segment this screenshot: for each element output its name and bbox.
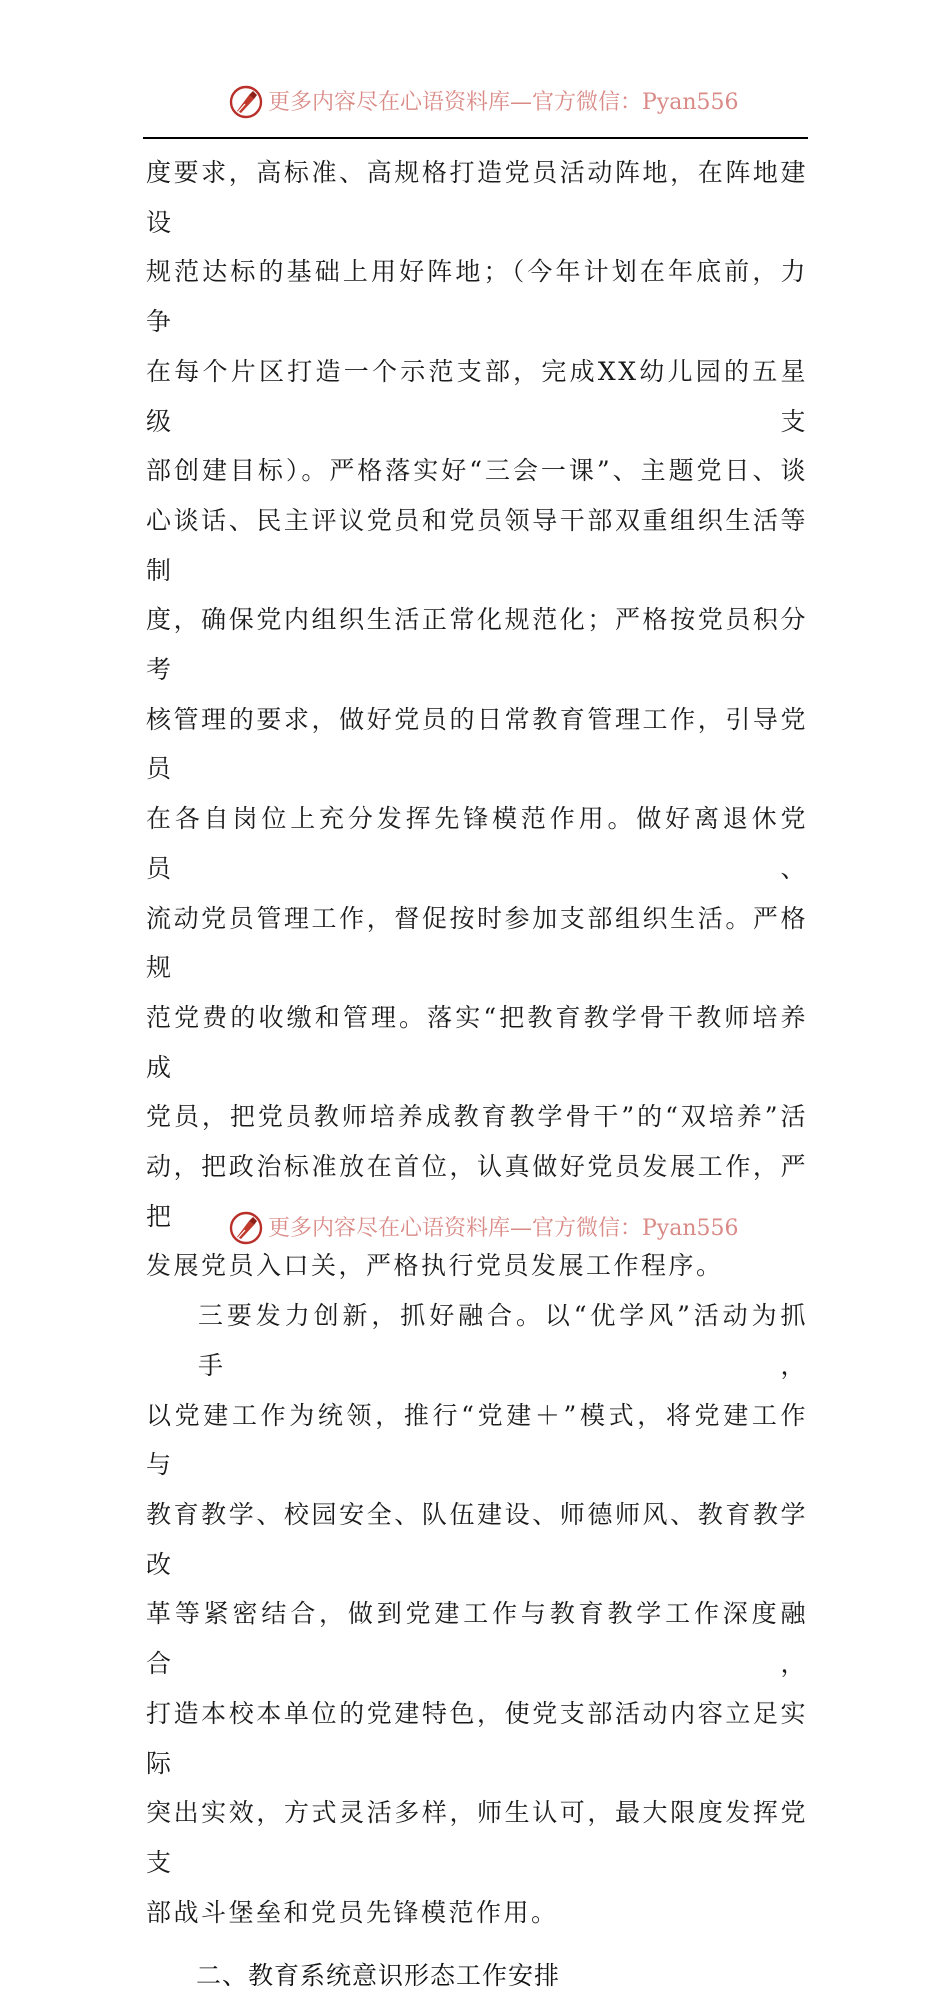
text-line: 打造本校本单位的党建特色，使党支部活动内容立足实际 [146, 1698, 808, 1778]
pen-nib-icon [228, 84, 264, 120]
watermark-text: 更多内容尽在心语资料库—官方微信：Pyan556 [268, 1216, 739, 1241]
watermark-banner-top [0, 84, 950, 124]
text-line: 流动党员管理工作，督促按时参加支部组织生活。严格规 [146, 903, 808, 983]
pen-nib-icon [228, 1210, 264, 1246]
text-line: 革等紧密结合，做到党建工作与教育教学工作深度融合， [146, 1599, 808, 1679]
text-line: 党员，把党员教师培养成教育教学骨干”的“双培养”活 [146, 1102, 808, 1132]
section-heading: 二、教育系统意识形态工作安排 [196, 1961, 561, 1991]
text-line: 发展党员入口关，严格执行党员发展工作程序。 [146, 1251, 724, 1281]
text-line: 心谈话、民主评议党员和党员领导干部双重组织生活等制 [146, 505, 808, 585]
text-line: 度，确保党内组织生活正常化规范化；严格按党员积分考 [146, 605, 808, 685]
text-line: 在每个片区打造一个示范支部，完成XX幼儿园的五星级支 [146, 356, 808, 436]
text-line: 部创建目标）。严格落实好“三会一课”、主题党日、谈 [146, 456, 808, 486]
text-line: 动，把政治标准放在首位，认真做好党员发展工作，严把 [146, 1152, 808, 1231]
document-body [146, 148, 808, 2000]
text-line: 突出实效，方式灵活多样，师生认可，最大限度发挥党支 [146, 1798, 808, 1877]
text-line: 核管理的要求，做好党员的日常教育管理工作，引导党员 [146, 704, 808, 784]
text-line: 在各自岗位上充分发挥先锋模范作用。做好离退休党员、 [146, 804, 808, 883]
paragraph-2 [146, 1291, 808, 1937]
text-line: 部战斗堡垒和党员先锋模范作用。 [146, 1897, 559, 1927]
text-line: 规范达标的基础上用好阵地；（今年计划在年底前，力争 [146, 257, 808, 337]
watermark-text: 更多内容尽在心语资料库—官方微信：Pyan556 [268, 90, 739, 115]
text-line: 以党建工作为统领，推行“党建＋”模式，将党建工作与 [146, 1400, 808, 1480]
text-line: 三要发力创新，抓好融合。以“优学风”活动为抓手， [198, 1301, 808, 1380]
text-line: 度要求，高标准、高规格打造党员活动阵地，在阵地建设 [146, 158, 808, 237]
watermark-banner-bottom [0, 1210, 950, 1250]
header-rule [143, 137, 808, 139]
text-line: 范党费的收缴和管理。落实“把教育教学骨干教师培养成 [146, 1002, 808, 1082]
paragraph-1 [146, 148, 808, 1291]
text-line: 教育教学、校园安全、队伍建设、师德师风、教育教学改 [146, 1499, 808, 1579]
